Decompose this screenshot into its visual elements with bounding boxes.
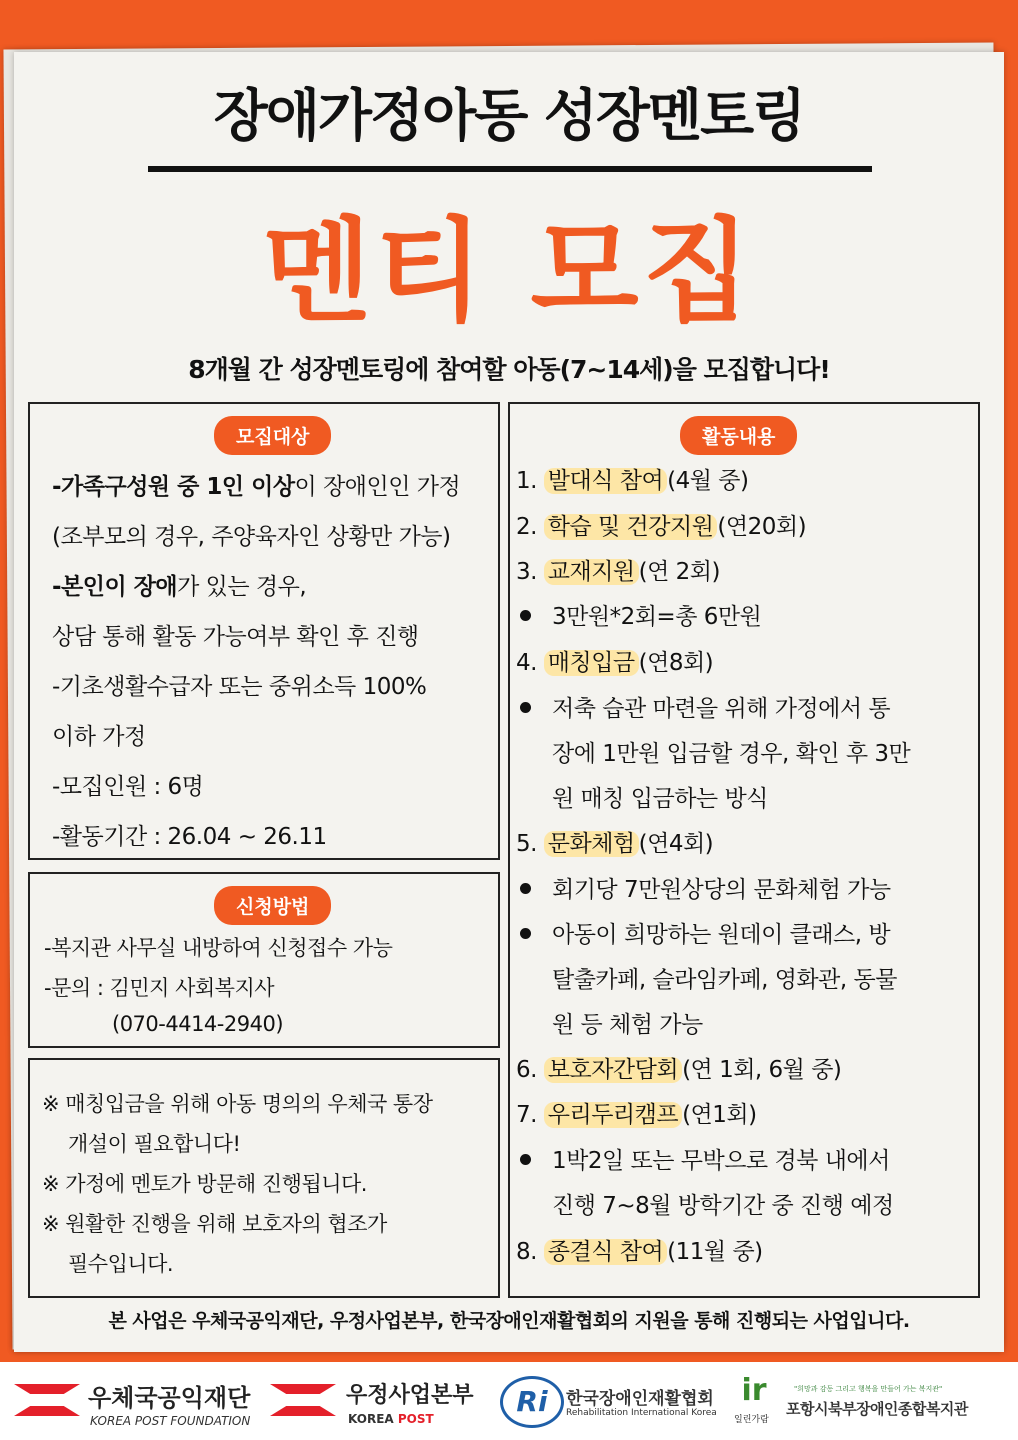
activity-5-title: 문화체험 <box>544 831 639 857</box>
activity-1-number: 1. <box>516 468 537 494</box>
logo-ri-korea <box>498 1362 724 1440</box>
activity-8 <box>516 1233 763 1266</box>
activity-2-number: 2. <box>516 514 537 540</box>
activity-8-title: 종결식 참여 <box>544 1239 667 1265</box>
activity-5-number: 5. <box>516 831 537 857</box>
activity-5-detail: (연4회) <box>638 831 714 857</box>
logo-1-en: KOREA POST FOUNDATION <box>90 1414 251 1428</box>
target-line-6: 이하 가정 <box>52 724 146 750</box>
apply-phone: (070-4414-2940) <box>112 1012 284 1036</box>
target-label: 모집대상 <box>214 416 331 455</box>
activity-4-bullet-b: 장에 1만원 입금할 경우, 확인 후 3만 <box>552 741 911 767</box>
activity-7-bullet-b: 진행 7~8월 방학기간 중 진행 예정 <box>552 1193 894 1219</box>
target-line-7: -모집인원 : 6명 <box>52 774 204 800</box>
ilingaram-mark-text: ir <box>741 1373 767 1408</box>
activity-2 <box>516 508 806 541</box>
note-1b: 개설이 필요합니다! <box>68 1132 241 1156</box>
activity-8-detail: (11월 중) <box>667 1239 763 1265</box>
target-line-3-rest: 가 있는 경우, <box>177 574 307 600</box>
target-line-1-bold: -가족구성원 중 1인 이상 <box>52 474 295 500</box>
logo-5-name: 포항시북부장애인종합복지관 <box>786 1400 968 1418</box>
bullet-icon <box>520 702 531 713</box>
ilingaram-mark-icon <box>732 1374 776 1408</box>
activity-4-detail: (연8회) <box>638 650 714 676</box>
activity-6-title: 보호자간담회 <box>544 1057 682 1083</box>
activities-label: 활동내용 <box>680 416 797 455</box>
page-title: 장애가정아동 성장멘토링 <box>213 84 805 149</box>
activity-5 <box>516 825 713 858</box>
logo-3-en: Rehabilitation International Korea <box>566 1408 717 1418</box>
logo-1-name: 우체국공익재단 <box>88 1384 251 1412</box>
logo-2-name: 우정사업본부 <box>346 1383 474 1408</box>
target-line-3-bold: -본인이 장애 <box>52 574 178 600</box>
activity-5-bullet-2a: 아동이 희망하는 원데이 클래스, 방 <box>552 922 891 948</box>
target-line-4: 상담 통해 활동 가능여부 확인 후 진행 <box>52 624 419 650</box>
activity-4-bullet-a: 저축 습관 마련을 위해 가정에서 통 <box>552 696 891 722</box>
bullet-icon <box>520 610 531 621</box>
activity-3-detail: (연 2회) <box>638 559 720 585</box>
bullet-icon <box>520 1154 531 1165</box>
activity-7-title: 우리두리캠프 <box>544 1102 682 1128</box>
activity-4-title: 매칭입금 <box>544 650 639 676</box>
subtitle: 8개월 간 성장멘토링에 참여할 아동(7~14세)을 모집합니다! <box>188 355 830 384</box>
korea-post-mark-icon <box>14 1380 80 1420</box>
activity-1-detail: (4월 중) <box>667 468 749 494</box>
bullet-icon <box>520 883 531 894</box>
note-3b: 필수입니다. <box>68 1252 174 1276</box>
apply-line-2: -문의 : 김민지 사회복지사 <box>44 976 275 1000</box>
activity-1-title: 발대식 참여 <box>544 468 667 494</box>
logo-2-en-a: KOREA <box>348 1412 394 1426</box>
apply-line-1: -복지관 사무실 내방하여 신청접수 가능 <box>44 936 393 960</box>
note-3a: ※ 원활한 진행을 위해 보호자의 협조가 <box>42 1212 387 1236</box>
ri-mark-icon <box>500 1376 564 1428</box>
title-divider <box>148 166 872 172</box>
activity-3-title: 교재지원 <box>544 559 639 585</box>
logo-2-en-b: POST <box>397 1412 434 1426</box>
activity-3 <box>516 553 720 586</box>
logo-korea-post <box>270 1362 492 1440</box>
apply-label: 신청방법 <box>214 886 331 925</box>
activity-8-number: 8. <box>516 1239 537 1265</box>
activity-4-bullet-c: 원 매칭 입금하는 방식 <box>552 786 768 812</box>
logo-2-en <box>348 1412 434 1426</box>
activity-5-bullet-2b: 탈출카페, 슬라임카페, 영화관, 동물 <box>552 967 897 993</box>
activity-5-bullet-1: 회기당 7만원상당의 문화체험 가능 <box>552 877 891 903</box>
activity-2-title: 학습 및 건강지원 <box>544 514 718 540</box>
activity-1 <box>516 462 749 495</box>
korea-post-mark-icon <box>270 1380 336 1420</box>
activity-7-bullet-a: 1박2일 또는 무박으로 경북 내에서 <box>552 1148 890 1174</box>
logo-pohang-welfare <box>782 1362 1018 1440</box>
ri-mark-text: Ri <box>516 1385 548 1418</box>
target-line-5: -기초생활수급자 또는 중위소득 100% <box>52 674 427 700</box>
activity-3-bullet: 3만원*2회=총 6만원 <box>552 604 762 630</box>
logo-3-name: 한국장애인재활협회 <box>566 1389 714 1409</box>
target-line-8: -활동기간 : 26.04 ~ 26.11 <box>52 824 327 850</box>
footer-note: 본 사업은 우체국공익재단, 우정사업본부, 한국장애인재활협회의 지원을 통해 진행되는 사업입니다. <box>108 1310 910 1332</box>
activity-6-detail: (연 1회, 6월 중) <box>682 1057 842 1083</box>
bullet-icon <box>520 928 531 939</box>
logo-4-name: 일린가람 <box>734 1415 769 1425</box>
activity-4-number: 4. <box>516 650 537 676</box>
activity-6-number: 6. <box>516 1057 537 1083</box>
activity-7-detail: (연1회) <box>682 1102 757 1128</box>
logo-5-tagline: "희망과 감동 그리고 행복을 만들어 가는 복지관" <box>794 1385 943 1393</box>
target-line-2: (조부모의 경우, 주양육자인 상황만 가능) <box>52 524 451 550</box>
target-line-3 <box>52 568 306 601</box>
activity-5-bullet-2c: 원 등 체험 가능 <box>552 1012 703 1038</box>
logo-korea-post-foundation <box>14 1362 264 1440</box>
activity-3-number: 3. <box>516 559 537 585</box>
activity-6 <box>516 1051 841 1084</box>
headline: 멘티 모집 <box>263 207 755 337</box>
activity-7 <box>516 1096 757 1129</box>
target-line-1 <box>52 468 460 501</box>
note-1a: ※ 매칭입금을 위해 아동 명의의 우체국 통장 <box>42 1092 433 1116</box>
sponsor-logos <box>0 1362 1018 1440</box>
activity-4 <box>516 644 713 677</box>
target-line-1-rest: 이 장애인인 가정 <box>294 474 461 500</box>
logo-ilingaram <box>726 1362 780 1440</box>
activity-7-number: 7. <box>516 1102 537 1128</box>
note-2: ※ 가정에 멘토가 방문해 진행됩니다. <box>42 1172 367 1196</box>
activity-2-detail: (연20회) <box>717 514 807 540</box>
